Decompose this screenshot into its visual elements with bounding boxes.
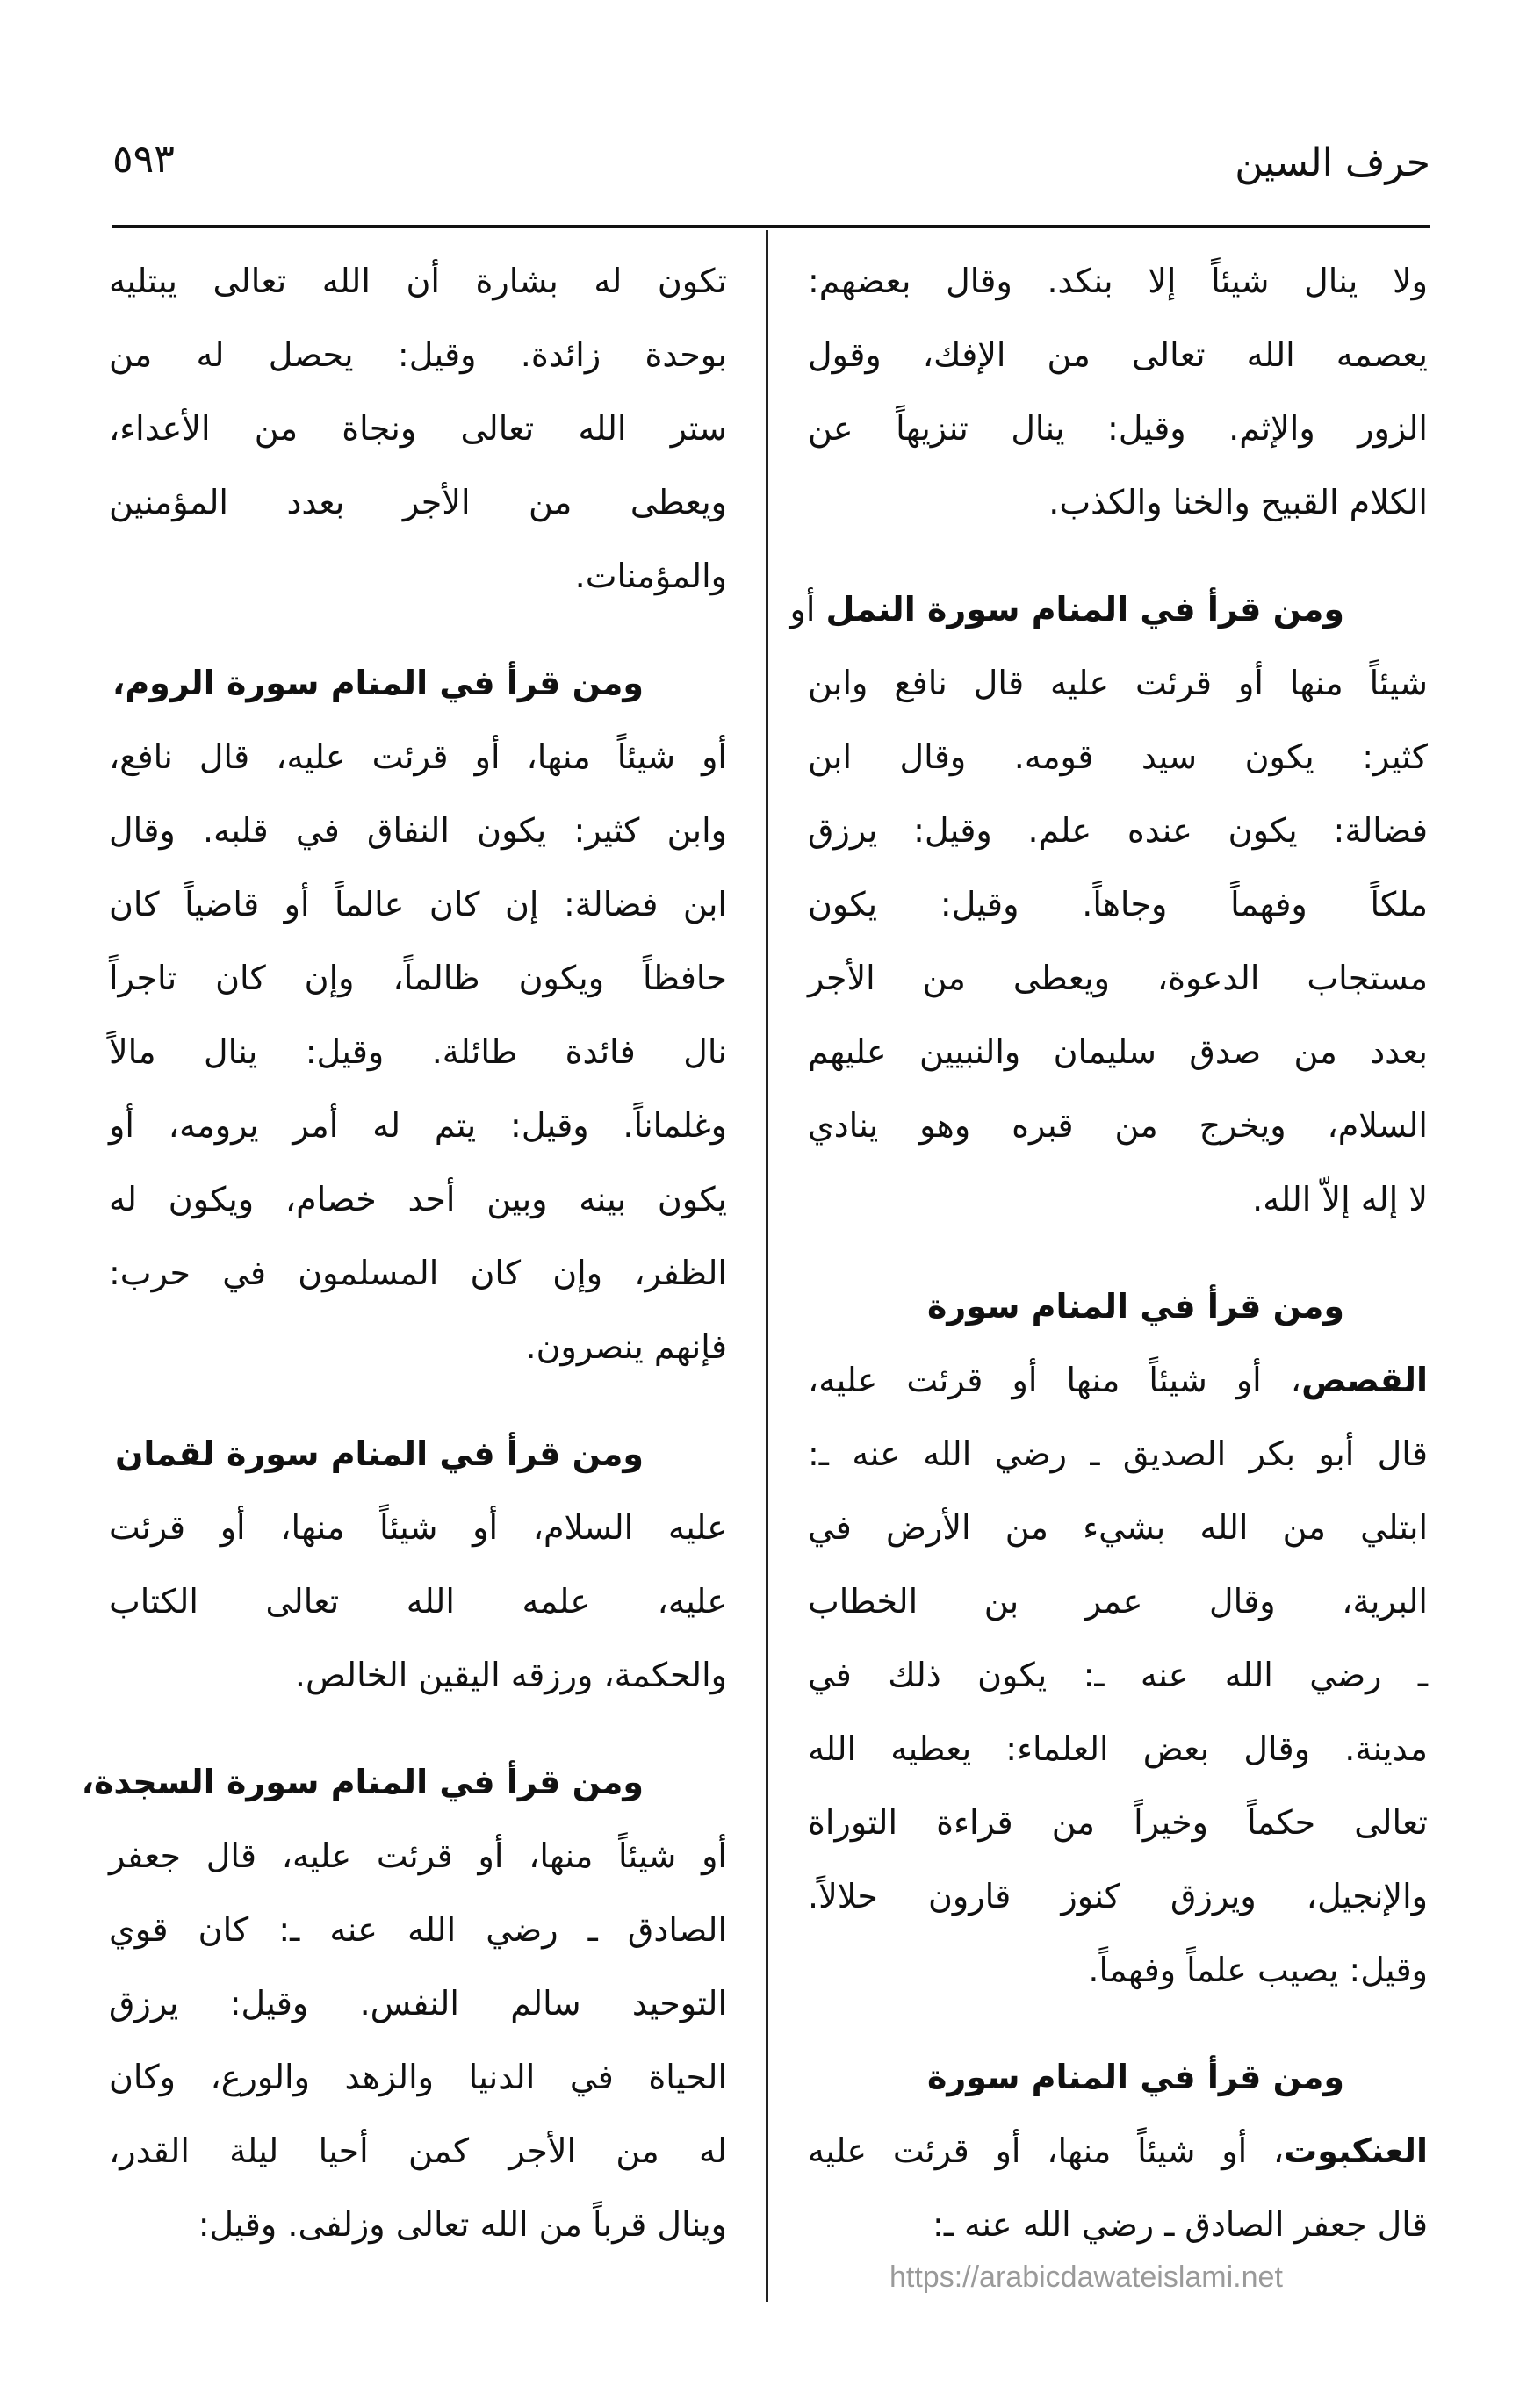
line-text: ابتلي من الله بشيء من الأرض في	[808, 1508, 1428, 1547]
text-line	[808, 2188, 1428, 2261]
section-heading: ومن قرأ في المنام سورة الروم،	[112, 664, 644, 702]
line-text: عليه، علمه الله تعالى الكتاب	[109, 1582, 727, 1621]
text-line	[808, 1712, 1428, 1786]
line-text: نال فائدة طائلة. وقيل: ينال مالاً	[109, 1032, 727, 1071]
line-text: حافظاً ويكون ظالماً، وإن كان تاجراً	[109, 959, 727, 997]
right-column	[789, 244, 1428, 2295]
text-line	[808, 794, 1428, 867]
section-heading: ومن قرأ في المنام سورة لقمان	[114, 1434, 644, 1473]
line-text: السلام، ويخرج من قبره وهو ينادي	[808, 1106, 1428, 1145]
text-line	[808, 392, 1428, 465]
line-text: والمؤمنات.	[574, 557, 727, 595]
text-line	[808, 318, 1428, 392]
text-line	[808, 2040, 1428, 2114]
line-text: ، أو شيئاً منها أو قرئت عليه،	[808, 1361, 1302, 1399]
line-text: مدينة. وقال بعض العلماء: يعطيه الله	[808, 1729, 1428, 1768]
section-heading: ومن قرأ في المنام سورة	[926, 2058, 1344, 2096]
page-number: ٥٩٣	[112, 137, 175, 182]
line-text: ستر الله تعالى ونجاة من الأعداء،	[109, 409, 727, 448]
text-line	[109, 465, 727, 539]
text-line	[109, 1966, 727, 2040]
paragraph	[789, 572, 1428, 1236]
text-line	[109, 1491, 727, 1564]
line-text: ـ رضي الله عنه ـ: يكون ذلك في	[808, 1656, 1428, 1694]
text-line	[109, 392, 727, 465]
line-text: ملكاً وفهماً وجاهاً. وقيل: يكون	[808, 885, 1428, 924]
line-text: وابن كثير: يكون النفاق في قلبه. وقال	[109, 811, 727, 850]
line-text: أو شيئاً منها، أو قرئت عليه، قال نافع،	[109, 737, 727, 776]
section-heading: القصص	[1301, 1361, 1428, 1399]
text-line	[808, 1162, 1428, 1236]
line-text: فضالة: يكون عنده علم. وقيل: يرزق	[808, 811, 1428, 850]
line-text: بعدد من صدق سليمان والنبيين عليهم	[808, 1032, 1428, 1071]
line-text: وقيل: يصيب علماً وفهماً.	[1088, 1951, 1428, 1989]
line-text: عليه السلام، أو شيئاً منها، أو قرئت	[109, 1508, 727, 1547]
paragraph	[808, 1269, 1428, 2007]
paragraph	[808, 244, 1428, 539]
line-text: والإنجيل، ويرزق كنوز قارون حلالاً.	[808, 1877, 1428, 1916]
line-text: التوحيد سالم النفس. وقيل: يرزق	[109, 1984, 727, 2023]
text-line	[109, 539, 727, 613]
line-text: الحياة في الدنيا والزهد والورع، وكان	[109, 2058, 727, 2096]
text-line	[808, 244, 1428, 318]
line-text: فإنهم ينصرون.	[525, 1327, 727, 1366]
paragraph	[81, 1745, 727, 2261]
text-line	[808, 1015, 1428, 1089]
paragraph	[109, 244, 727, 613]
text-line	[808, 867, 1428, 941]
line-text: وغلماناً. وقيل: يتم له أمر يرومه، أو	[109, 1106, 727, 1145]
text-line	[81, 1745, 727, 1819]
text-line	[808, 1491, 1428, 1564]
text-line	[109, 1015, 727, 1089]
line-text: له من الأجر كمن أحيا ليلة القدر،	[109, 2131, 727, 2170]
text-line	[808, 720, 1428, 794]
text-line	[808, 2114, 1428, 2188]
text-line	[808, 1859, 1428, 1933]
header-rule	[112, 225, 1430, 228]
line-text: الكلام القبيح والخنا والكذب.	[1048, 483, 1428, 521]
line-text: الزور والإثم. وقيل: ينال تنزيهاً عن	[808, 409, 1428, 448]
text-line	[109, 1089, 727, 1162]
text-line	[808, 1638, 1428, 1712]
text-line	[109, 1893, 727, 1966]
section-heading: ومن قرأ في المنام سورة النمل	[825, 590, 1344, 629]
text-line	[808, 1564, 1428, 1638]
text-line	[808, 1933, 1428, 2007]
text-line	[109, 1564, 727, 1638]
text-line	[109, 1417, 727, 1491]
line-text: قال أبو بكر الصديق ـ رضي الله عنه ـ:	[808, 1434, 1428, 1473]
line-text: بوحدة زائدة. وقيل: يحصل له من	[109, 335, 727, 374]
text-line	[109, 867, 727, 941]
line-text: البرية، وقال عمر بن الخطاب	[808, 1582, 1428, 1621]
text-line	[808, 1417, 1428, 1491]
text-line	[109, 318, 727, 392]
line-text: كثير: يكون سيد قومه. وقال ابن	[808, 737, 1428, 776]
text-line	[109, 720, 727, 794]
watermark-url: https://arabicdawateislami.net	[889, 2261, 1283, 2294]
text-line	[808, 1786, 1428, 1859]
line-text: شيئاً منها أو قرئت عليه قال نافع وابن	[808, 664, 1428, 702]
text-line	[808, 646, 1428, 720]
paragraph	[109, 1417, 727, 1712]
text-line	[109, 1162, 727, 1236]
text-line	[109, 1236, 727, 1310]
section-heading: العنكبوت	[1284, 2131, 1428, 2170]
line-text: ، أو شيئاً منها، أو قرئت عليه	[808, 2131, 1285, 2170]
left-column	[81, 244, 727, 2295]
line-text: ولا ينال شيئاً إلا بنكد. وقال بعضهم:	[808, 262, 1428, 300]
paragraph	[808, 2040, 1428, 2261]
line-text: مستجاب الدعوة، ويعطى من الأجر	[808, 959, 1428, 997]
section-heading: ومن قرأ في المنام سورة السجدة،	[81, 1763, 644, 1801]
line-text: تعالى حكماً وخيراً من قراءة التوراة	[808, 1803, 1428, 1842]
text-line	[109, 1638, 727, 1712]
text-line	[109, 646, 727, 720]
line-text: الصادق ـ رضي الله عنه ـ: كان قوي	[109, 1910, 727, 1949]
line-text: ويعطى من الأجر بعدد المؤمنين	[109, 483, 727, 521]
line-text: يعصمه الله تعالى من الإفك، وقول	[808, 335, 1428, 374]
line-text: تكون له بشارة أن الله تعالى يبتليه	[109, 262, 727, 300]
text-line	[109, 2114, 727, 2188]
line-text: يكون بينه وبين أحد خصام، ويكون له	[109, 1180, 727, 1218]
text-line	[789, 572, 1428, 646]
line-text: ابن فضالة: إن كان عالماً أو قاضياً كان	[109, 885, 727, 924]
text-line	[109, 2040, 727, 2114]
line-text: قال جعفر الصادق ـ رضي الله عنه ـ:	[933, 2205, 1428, 2244]
chapter-title: حرف السين	[1235, 140, 1430, 185]
line-text: الظفر، وإن كان المسلمون في حرب:	[109, 1254, 727, 1292]
text-line	[109, 1819, 727, 1893]
text-line	[109, 794, 727, 867]
line-text: وينال قرباً من الله تعالى وزلفى. وقيل:	[198, 2205, 727, 2244]
text-line	[808, 941, 1428, 1015]
line-text: أو شيئاً منها، أو قرئت عليه، قال جعفر	[109, 1837, 727, 1875]
paragraph	[109, 646, 727, 1384]
text-line	[808, 465, 1428, 539]
text-line	[808, 1343, 1428, 1417]
text-line	[109, 244, 727, 318]
line-text: لا إله إلاّ الله.	[1252, 1180, 1428, 1218]
line-text: أو	[789, 590, 826, 629]
text-line	[808, 1089, 1428, 1162]
column-divider	[766, 230, 768, 2302]
line-text: والحكمة، ورزقه اليقين الخالص.	[294, 1656, 727, 1694]
text-line	[109, 1310, 727, 1384]
section-heading: ومن قرأ في المنام سورة	[926, 1287, 1344, 1326]
text-line	[808, 1269, 1428, 1343]
text-line	[109, 941, 727, 1015]
text-line	[109, 2188, 727, 2261]
